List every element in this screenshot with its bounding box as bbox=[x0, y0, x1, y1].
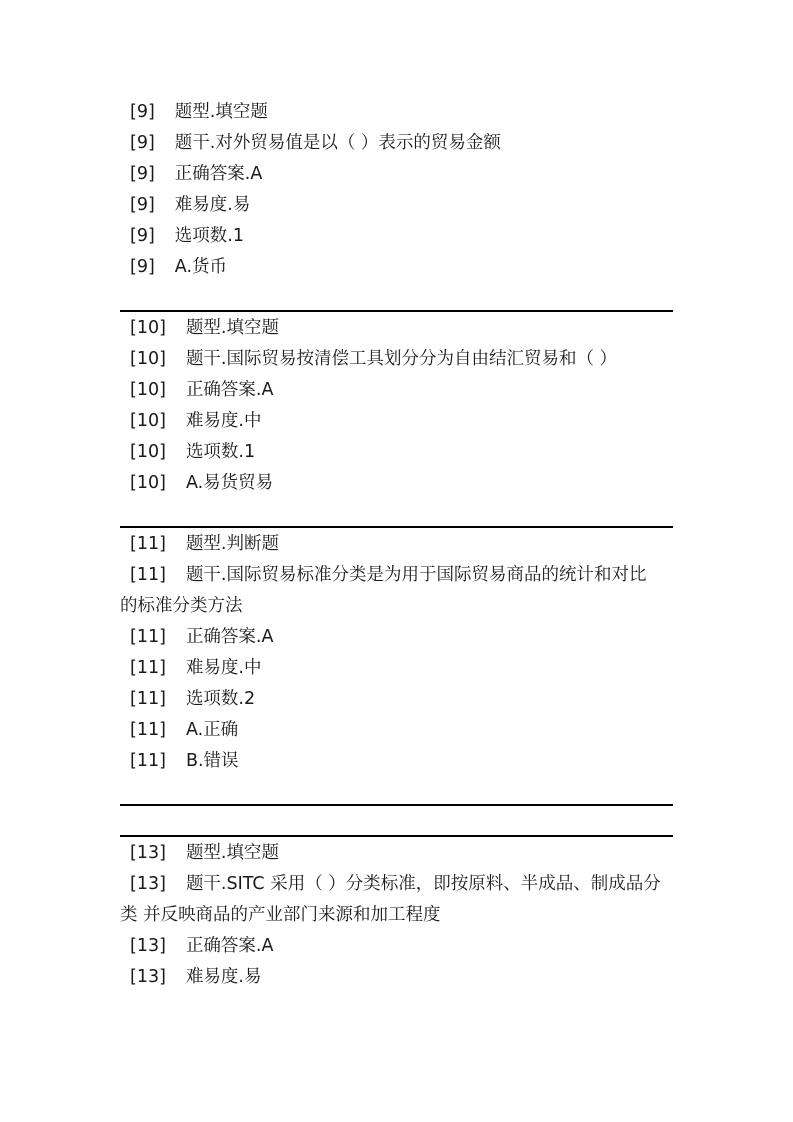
question-line bbox=[120, 931, 673, 962]
question-tag: [9] bbox=[130, 226, 155, 246]
question-tag: [13] bbox=[130, 843, 166, 863]
question-field-stem: 题干.对外贸易值是以（ ）表示的贸易金额 bbox=[174, 133, 501, 153]
question-field-answer: 正确答案.A bbox=[185, 380, 274, 400]
section-divider bbox=[120, 804, 673, 806]
question-line bbox=[120, 313, 673, 344]
question-line bbox=[120, 715, 673, 746]
question-field-difficulty: 难易度.易 bbox=[174, 195, 251, 215]
question-line bbox=[120, 468, 673, 499]
question-field-answer: 正确答案.A bbox=[185, 936, 274, 956]
question-line bbox=[120, 560, 673, 622]
question-tag: [10] bbox=[130, 349, 166, 369]
question-tag: [9] bbox=[130, 133, 155, 153]
question-line bbox=[120, 190, 673, 221]
question-line bbox=[120, 622, 673, 653]
question-line bbox=[120, 221, 673, 252]
question-line bbox=[120, 653, 673, 684]
question-field-difficulty: 难易度.中 bbox=[185, 411, 262, 431]
question-option: A.正确 bbox=[185, 720, 239, 740]
question-option: A.货币 bbox=[174, 257, 228, 277]
question-line bbox=[120, 962, 673, 993]
question-tag: [9] bbox=[130, 102, 155, 122]
question-field-type: 题型.填空题 bbox=[185, 843, 279, 863]
question-line bbox=[120, 684, 673, 715]
question-tag: [11] bbox=[130, 534, 166, 554]
section-divider bbox=[120, 526, 673, 528]
question-tag: [11] bbox=[130, 627, 166, 647]
question-field-stem: 题干.SITC 采用（ ）分类标准，即按原料、半成品、制成品分 bbox=[185, 874, 661, 894]
question-tag: [13] bbox=[130, 967, 166, 987]
question-tag: [11] bbox=[130, 751, 166, 771]
question-field-option-count: 选项数.1 bbox=[174, 226, 244, 246]
question-field-stem: 题干.国际贸易按清偿工具划分分为自由结汇贸易和（ ） bbox=[185, 349, 618, 369]
question-field-stem-continued: 的标准分类方法 bbox=[120, 596, 243, 616]
question-field-answer: 正确答案.A bbox=[185, 627, 274, 647]
question-block-9 bbox=[120, 97, 673, 283]
question-field-type: 题型.判断题 bbox=[185, 534, 279, 554]
question-line bbox=[120, 344, 673, 375]
question-tag: [13] bbox=[130, 874, 166, 894]
question-option: A.易货贸易 bbox=[185, 473, 274, 493]
question-tag: [11] bbox=[130, 658, 166, 678]
question-tag: [10] bbox=[130, 473, 166, 493]
question-field-stem: 题干.国际贸易标准分类是为用于国际贸易商品的统计和对比 bbox=[185, 565, 647, 585]
question-field-option-count: 选项数.2 bbox=[185, 689, 256, 709]
question-tag: [11] bbox=[130, 689, 166, 709]
question-field-type: 题型.填空题 bbox=[174, 102, 268, 122]
question-line bbox=[120, 437, 673, 468]
question-field-difficulty: 难易度.易 bbox=[185, 967, 262, 987]
section-divider bbox=[120, 310, 673, 312]
question-tag: [10] bbox=[130, 318, 166, 338]
question-tag: [10] bbox=[130, 442, 166, 462]
question-tag: [10] bbox=[130, 380, 166, 400]
question-tag: [9] bbox=[130, 257, 155, 277]
question-line bbox=[120, 97, 673, 128]
question-tag: [11] bbox=[130, 565, 166, 585]
question-field-answer: 正确答案.A bbox=[174, 164, 263, 184]
question-line bbox=[120, 252, 673, 283]
question-field-option-count: 选项数.1 bbox=[185, 442, 256, 462]
question-line bbox=[120, 406, 673, 437]
question-field-type: 题型.填空题 bbox=[185, 318, 279, 338]
question-line bbox=[120, 746, 673, 777]
question-line bbox=[120, 869, 673, 931]
question-block-10 bbox=[120, 313, 673, 499]
question-line bbox=[120, 838, 673, 869]
question-field-stem-continued: 类 并反映商品的产业部门来源和加工程度 bbox=[120, 905, 441, 925]
question-tag: [9] bbox=[130, 164, 155, 184]
question-tag: [11] bbox=[130, 720, 166, 740]
question-field-difficulty: 难易度.中 bbox=[185, 658, 262, 678]
question-tag: [9] bbox=[130, 195, 155, 215]
question-option: B.错误 bbox=[185, 751, 239, 771]
question-tag: [13] bbox=[130, 936, 166, 956]
question-line bbox=[120, 529, 673, 560]
section-divider bbox=[120, 835, 673, 837]
question-line bbox=[120, 159, 673, 190]
question-block-11 bbox=[120, 529, 673, 777]
question-line bbox=[120, 375, 673, 406]
question-tag: [10] bbox=[130, 411, 166, 431]
question-block-13 bbox=[120, 838, 673, 993]
question-line bbox=[120, 128, 673, 159]
